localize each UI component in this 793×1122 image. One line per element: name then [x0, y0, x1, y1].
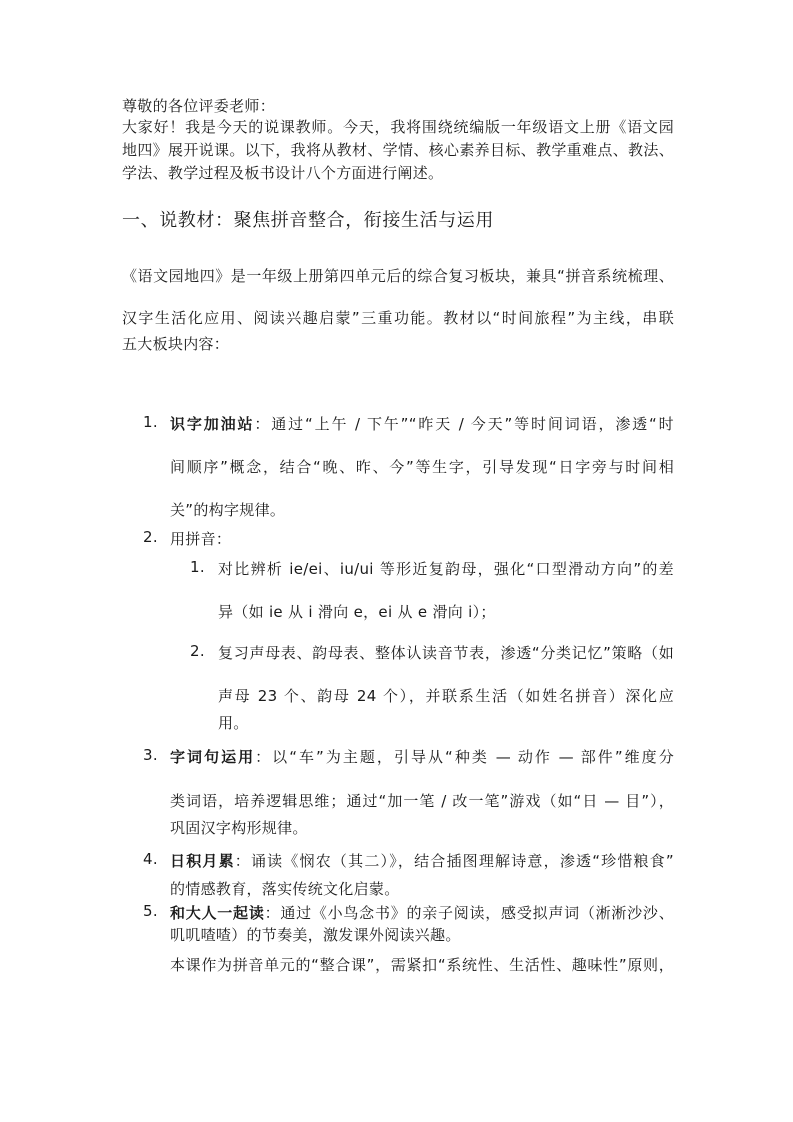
- list-item-body: [170, 746, 674, 838]
- list-item-line: 巩固汉字构形规律。: [170, 819, 308, 837]
- list-item-title: 用拼音: [170, 530, 216, 548]
- list-item-line: 间顺序”概念，结合“晚、昨、今”等生字，引导发现“日字旁与时间相: [170, 458, 674, 476]
- list-item-title: 识字加油站: [170, 415, 255, 433]
- list-item-line: [170, 413, 674, 434]
- closing-line: 本课作为拼音单元的“整合课”，需紧扣“系统性、生活性、趣味性”原则，: [170, 956, 674, 974]
- list-number: 2.: [143, 528, 158, 546]
- section-para-line: 汉字生活化应用、阅读兴趣启蒙”三重功能。教材以“时间旅程”为主线，串联: [122, 309, 674, 327]
- sub-list-item-body: [218, 642, 674, 733]
- list-item-text: ：以“车”为主题，引导从“种类 — 动作 — 部件”维度分: [255, 748, 674, 766]
- list-item-line: 的情感教育，落实传统文化启蒙。: [170, 880, 400, 898]
- list-number: 3.: [143, 746, 158, 764]
- intro-paragraph: [122, 116, 674, 185]
- list-number: 1.: [143, 413, 158, 431]
- list-item-line: 叽叽喳喳）的节奏美，激发课外阅读兴趣。: [170, 926, 461, 944]
- intro-line: 大家好！我是今天的说课教师。今天，我将围绕统编版一年级语文上册《语文园: [122, 118, 674, 136]
- list-item-line: [170, 746, 674, 767]
- list-item-text: ：诵读《悯农（其二）》，结合插图理解诗意，渗透“珍惜粮食”: [234, 852, 675, 870]
- list-item-line: 关”的构字规律。: [170, 501, 286, 519]
- list-item-title: 日积月累: [170, 852, 235, 870]
- greeting: [122, 96, 674, 116]
- sub-list-line: 异（如 ie 从 i 滑向 e，ei 从 e 滑向 i）；: [218, 603, 496, 621]
- intro-line: 学法、教学过程及板书设计八个方面进行阐述。: [122, 164, 444, 182]
- section-paragraph: [122, 266, 674, 354]
- list-item-line: [170, 528, 674, 549]
- section-para-line: 五大板块内容：: [122, 335, 230, 353]
- list-item-title: 字词句运用: [170, 748, 256, 766]
- list-item-line: 类词语，培养逻辑思维；通过“加一笔 / 改一笔”游戏（如“日 — 目”），: [170, 792, 674, 810]
- sub-list-line: 复习声母表、韵母表、整体认读音节表，渗透“分类记忆”策略（如: [218, 644, 674, 662]
- section-heading: 一、说教材：聚焦拼音整合，衔接生活与运用: [122, 210, 494, 231]
- list-item-line: [170, 850, 674, 871]
- greeting-text: 尊敬的各位评委老师：: [122, 97, 276, 115]
- list-item-body: [170, 902, 674, 945]
- sub-list-line: 对比辨析 ie/ei、iu/ui 等形近复韵母，强化“口型滑动方向”的差: [218, 560, 674, 578]
- list-item-text: ：通过《小鸟念书》的亲子阅读，感受拟声词（淅淅沙沙、: [264, 904, 674, 922]
- list-number: 5.: [143, 902, 158, 920]
- sub-list-number: 1.: [190, 558, 205, 576]
- list-item-title: 和大人一起读: [170, 904, 265, 922]
- sub-list-item-body: [218, 558, 674, 622]
- list-item-text: ：: [215, 530, 232, 548]
- list-item-body: [170, 528, 674, 549]
- list-item-body: [170, 413, 674, 520]
- list-item-text: ：通过“上午 / 下午”“昨天 / 今天”等时间词语，渗透“时: [254, 415, 674, 433]
- list-item-line: [170, 902, 674, 923]
- intro-line: 地四》展开说课。以下，我将从教材、学情、核心素养目标、教学重难点、教法、: [122, 141, 674, 159]
- closing-paragraph: [170, 955, 674, 975]
- sub-list-line: 声母 23 个、韵母 24 个），并联系生活（如姓名拼音）深化应: [218, 687, 674, 705]
- sub-list-number: 2.: [190, 642, 205, 660]
- list-number: 4.: [143, 850, 158, 868]
- section-para-line: 《语文园地四》是一年级上册第四单元后的综合复习板块，兼具“拼音系统梳理、: [122, 267, 674, 285]
- list-item-body: [170, 850, 674, 899]
- sub-list-line: 用。: [218, 714, 249, 732]
